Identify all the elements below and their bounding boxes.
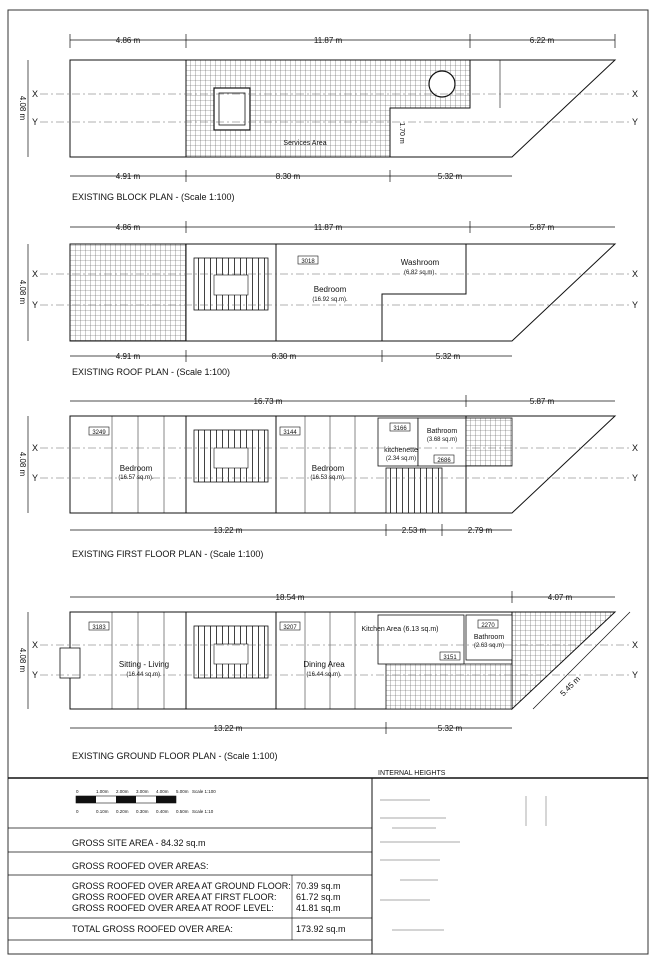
ff-bath-area: (3.68 sq.m) bbox=[426, 437, 458, 443]
roof-bedroom-area: (16.92 sq.m). bbox=[312, 297, 348, 303]
gross-roofed-header: GROSS ROOFED OVER AREAS: bbox=[72, 861, 209, 871]
gf-sitting-name: Sitting - Living bbox=[118, 660, 170, 669]
roof-dim-bottom-1: 4.91 m bbox=[115, 352, 141, 361]
roof-plan-title: EXISTING ROOF PLAN - (Scale 1:100) bbox=[72, 367, 231, 377]
roof-dim-bottom-3: 5.32 m bbox=[435, 352, 461, 361]
gf-tag-1: 3183 bbox=[92, 625, 106, 631]
gf-bath-area: (2.63 sq.m) bbox=[473, 643, 505, 649]
roof-level-area-value: 41.81 sq.m bbox=[296, 903, 341, 913]
ff-dim-top-1: 16.73 m bbox=[253, 397, 283, 406]
block-dim-top-2: 11.87 m bbox=[313, 36, 343, 45]
ff-tag-4: 2686 bbox=[437, 458, 451, 464]
gf-axis-x-left: X bbox=[32, 640, 39, 650]
first-floor-plan bbox=[18, 395, 638, 536]
first-floor-area-value: 61.72 sq.m bbox=[296, 892, 341, 902]
scale-bottom-tick-0: 0 bbox=[76, 809, 79, 814]
roof-plan bbox=[18, 221, 638, 362]
block-axis-x-left: X bbox=[32, 89, 39, 99]
ff-bed1-area: (16.57 sq.m). bbox=[118, 475, 154, 481]
ff-bath-name: Bathroom bbox=[426, 428, 458, 435]
gf-axis-x-right: X bbox=[632, 640, 639, 650]
block-axis-x-right: X bbox=[632, 89, 639, 99]
gf-dim-diagonal: 5.45 m bbox=[558, 674, 583, 699]
roof-dim-top-3: 5.87 m bbox=[529, 223, 555, 232]
ground-floor-plan bbox=[18, 591, 638, 734]
ff-tag-2: 3144 bbox=[283, 430, 297, 436]
roof-bedroom-name: Bedroom bbox=[313, 285, 347, 294]
block-axis-y-left: Y bbox=[32, 117, 39, 127]
ff-dim-top-2: 5.87 m bbox=[529, 397, 555, 406]
block-dim-bottom-1: 4.91 m bbox=[115, 172, 141, 181]
scale-bottom-label: Scale 1:10 bbox=[192, 809, 214, 814]
block-dim-top-1: 4.86 m bbox=[115, 36, 141, 45]
block-dim-bottom-2: 8.30 m bbox=[275, 172, 301, 181]
scale-bottom-tick-1: 0.10m bbox=[96, 809, 109, 814]
gf-dim-top-2: 4.07 m bbox=[547, 593, 573, 602]
scale-bottom-tick-4: 0.40m bbox=[156, 809, 169, 814]
gf-tag-4: 2270 bbox=[481, 623, 495, 629]
roof-washroom-name: Washroom bbox=[400, 258, 440, 267]
roof-washroom-area: (6.82 sq.m). bbox=[403, 270, 437, 276]
gf-bath-name: Bathroom bbox=[473, 634, 505, 641]
scale-bottom-tick-3: 0.30m bbox=[136, 809, 149, 814]
gf-axis-y-left: Y bbox=[32, 670, 39, 680]
block-dim-bottom-3: 5.32 m bbox=[437, 172, 463, 181]
roof-dim-top-1: 4.86 m bbox=[115, 223, 141, 232]
ff-bed1-name: Bedroom bbox=[119, 464, 153, 473]
roof-dim-left: 4.08 m bbox=[18, 279, 27, 305]
block-dim-inner: 1.70 m bbox=[398, 122, 405, 144]
ff-dim-bottom-1: 13.22 m bbox=[213, 526, 243, 535]
block-axis-y-right: Y bbox=[632, 117, 639, 127]
ff-axis-x-left: X bbox=[32, 443, 39, 453]
total-area-value: 173.92 sq.m bbox=[296, 924, 346, 934]
ground-floor-area-label: GROSS ROOFED OVER AREA AT GROUND FLOOR: bbox=[72, 881, 291, 891]
gf-sitting-area: (16.44 sq.m). bbox=[126, 672, 162, 678]
block-dim-left: 4.08 m bbox=[18, 95, 27, 121]
roof-room-tag: 3018 bbox=[301, 259, 315, 265]
ff-tag-1: 3249 bbox=[92, 430, 106, 436]
gf-dim-top-1: 18.54 m bbox=[275, 593, 305, 602]
gf-dim-bottom-1: 13.22 m bbox=[213, 724, 243, 733]
block-services-label: Services Area bbox=[283, 140, 327, 147]
scale-top-tick-0: 0 bbox=[76, 789, 79, 794]
scale-bottom-tick-5: 0.50m bbox=[176, 809, 189, 814]
gf-dim-bottom-2: 5.32 m bbox=[437, 724, 463, 733]
ff-dim-bottom-2: 2.53 m bbox=[401, 526, 427, 535]
gf-tag-2: 3207 bbox=[283, 625, 297, 631]
scale-top-label: Scale 1:100 bbox=[192, 789, 216, 794]
block-plan-title: EXISTING BLOCK PLAN - (Scale 1:100) bbox=[72, 192, 235, 202]
gf-axis-y-right: Y bbox=[632, 670, 639, 680]
ff-bed2-area: (16.53 sq.m). bbox=[310, 475, 346, 481]
block-plan bbox=[18, 34, 638, 182]
roof-axis-y-right: Y bbox=[632, 300, 639, 310]
scale-bar bbox=[76, 789, 216, 814]
roof-dim-bottom-2: 8.30 m bbox=[271, 352, 297, 361]
scale-top-tick-1: 1.00m bbox=[96, 789, 109, 794]
ff-kitchenette-name: kitchenette bbox=[384, 447, 418, 454]
scale-top-tick-5: 5.00m bbox=[176, 789, 189, 794]
roof-dim-top-2: 11.87 m bbox=[313, 223, 343, 232]
roof-level-area-label: GROSS ROOFED OVER AREA AT ROOF LEVEL: bbox=[72, 903, 274, 913]
roof-axis-x-left: X bbox=[32, 269, 39, 279]
ff-dim-left: 4.08 m bbox=[18, 451, 27, 477]
gf-tag-3: 3151 bbox=[443, 655, 457, 661]
ground-floor-area-value: 70.39 sq.m bbox=[296, 881, 341, 891]
scale-top-tick-2: 2.00m bbox=[116, 789, 129, 794]
ff-tag-3: 3166 bbox=[393, 426, 407, 432]
block-dim-top-3: 6.22 m bbox=[529, 36, 555, 45]
ff-bed2-name: Bedroom bbox=[311, 464, 345, 473]
ff-dim-bottom-3: 2.79 m bbox=[467, 526, 493, 535]
scale-top-tick-3: 3.00m bbox=[136, 789, 149, 794]
scale-top-tick-4: 4.00m bbox=[156, 789, 169, 794]
gf-dim-left: 4.08 m bbox=[18, 647, 27, 673]
gf-kitchen-label: Kitchen Area (6.13 sq.m) bbox=[361, 626, 439, 633]
first-floor-area-label: GROSS ROOFED OVER AREA AT FIRST FLOOR: bbox=[72, 892, 277, 902]
ground-floor-plan-title: EXISTING GROUND FLOOR PLAN - (Scale 1:100) bbox=[72, 751, 278, 761]
ff-axis-y-left: Y bbox=[32, 473, 39, 483]
scale-bottom-tick-2: 0.20m bbox=[116, 809, 129, 814]
internal-heights-label: INTERNAL HEIGHTS bbox=[378, 770, 446, 777]
gross-site-area-label: GROSS SITE AREA - 84.32 sq.m bbox=[72, 838, 206, 848]
roof-axis-x-right: X bbox=[632, 269, 639, 279]
roof-axis-y-left: Y bbox=[32, 300, 39, 310]
ff-axis-y-right: Y bbox=[632, 473, 639, 483]
total-area-label: TOTAL GROSS ROOFED OVER AREA: bbox=[72, 924, 233, 934]
ff-kitchenette-area: (2.34 sq.m) bbox=[385, 456, 417, 462]
gf-dining-area: (16.44 sq.m). bbox=[306, 672, 342, 678]
first-floor-plan-title: EXISTING FIRST FLOOR PLAN - (Scale 1:100) bbox=[72, 549, 264, 559]
gf-dining-name: Dining Area bbox=[303, 660, 345, 669]
ff-axis-x-right: X bbox=[632, 443, 639, 453]
